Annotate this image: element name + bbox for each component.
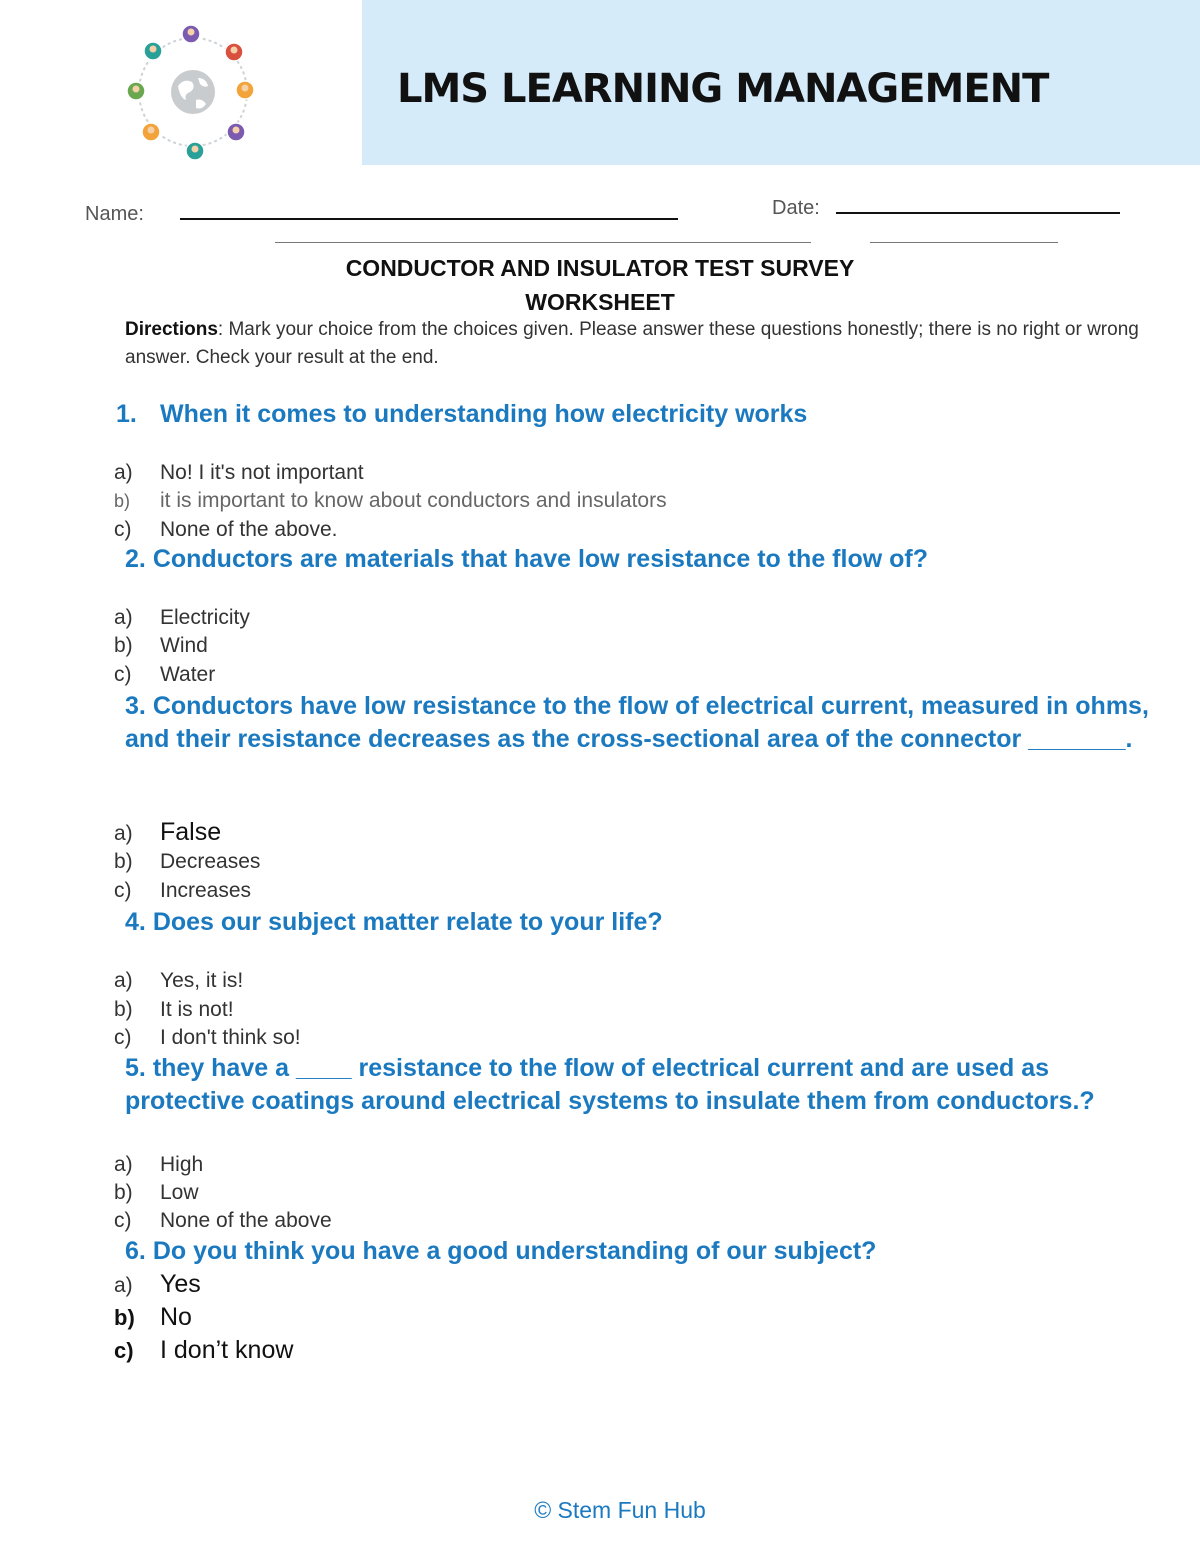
directions-label: Directions [125, 319, 218, 340]
option-text: None of the above. [160, 518, 338, 541]
option-text: False [160, 818, 222, 846]
brand-title: LMS LEARNING MANAGEMENT [397, 66, 1049, 112]
question-number: 2. [125, 545, 146, 573]
question-text: Do you think you have a good understanding of our subject? [152, 1237, 877, 1265]
option-letter: a) [114, 1274, 133, 1297]
option-letter: c) [114, 1209, 132, 1232]
option-3b[interactable] [114, 848, 260, 876]
divider-line [870, 242, 1058, 243]
option-text: High [160, 1153, 204, 1176]
option-2a[interactable] [114, 604, 250, 632]
question-number: 1. [116, 400, 137, 428]
question-text: Does our subject matter relate to your life? [152, 908, 663, 936]
option-letter: c) [114, 1338, 134, 1363]
option-letter: c) [114, 1026, 132, 1049]
name-field[interactable] [180, 218, 678, 220]
worksheet-subtitle: WORKSHEET [525, 289, 675, 315]
option-letter: b) [114, 1181, 133, 1204]
option-letter: a) [114, 822, 133, 845]
option-text: It is not! [160, 998, 234, 1021]
option-5c[interactable] [114, 1207, 332, 1235]
option-letter: b) [114, 634, 133, 657]
option-1a[interactable] [114, 459, 364, 487]
option-text: it is important to know about conductors and insulators [160, 489, 667, 512]
option-letter: b) [114, 491, 131, 511]
option-text: I don't think so! [160, 1026, 301, 1049]
option-letter: c) [114, 663, 132, 686]
option-3a[interactable] [114, 818, 221, 848]
question-number: 5. [125, 1054, 146, 1082]
directions-text: : Mark your choice from the choices given. Please answer these questions honestly; there is no right or wrong answer. Check your result at the end. [125, 319, 1139, 368]
name-label: Name: [85, 203, 144, 225]
option-text: Electricity [160, 606, 250, 629]
option-6a[interactable] [114, 1270, 201, 1300]
question-text: they have a ____ resistance to the flow of electrical current and are used as protective coatings around electrical systems to insulate them from conductors.? [125, 1054, 1095, 1115]
option-4a[interactable] [114, 967, 243, 995]
question-number: 4. [125, 908, 146, 936]
question-text: Conductors have low resistance to the flow of electrical current, measured in ohms, and their resistance decreases as the cross-sectional area of the connector _______. [125, 692, 1149, 753]
option-2c[interactable] [114, 661, 215, 689]
option-letter: a) [114, 1153, 133, 1176]
question-number: 6. [125, 1237, 146, 1265]
option-letter: c) [114, 518, 132, 541]
question-text: Conductors are materials that have low resistance to the flow of? [152, 545, 928, 573]
option-letter: b) [114, 850, 133, 873]
footer-copyright: © Stem Fun Hub [534, 1497, 706, 1523]
question-number: 3. [125, 692, 146, 720]
option-text: No [160, 1303, 192, 1331]
option-letter: c) [114, 879, 132, 902]
option-text: Water [160, 663, 216, 686]
question-6 [125, 1235, 1155, 1268]
option-1b[interactable] [114, 487, 667, 515]
question-2 [125, 543, 1155, 576]
option-text: Yes [160, 1270, 201, 1298]
option-letter: a) [114, 969, 133, 992]
globe-people-circle-icon [118, 20, 268, 170]
option-6c[interactable] [114, 1336, 293, 1365]
option-text: I don’t know [160, 1336, 294, 1364]
option-text: Low [160, 1181, 199, 1204]
question-1 [116, 398, 1146, 431]
option-2b[interactable] [114, 632, 208, 660]
option-letter: a) [114, 606, 133, 629]
option-text: Wind [160, 634, 208, 657]
option-text: None of the above [160, 1209, 332, 1232]
option-4b[interactable] [114, 996, 234, 1024]
divider-line [275, 242, 811, 243]
option-letter: b) [114, 998, 133, 1021]
option-3c[interactable] [114, 877, 251, 905]
date-label: Date: [772, 197, 820, 219]
worksheet-title: CONDUCTOR AND INSULATOR TEST SURVEY [345, 255, 855, 281]
option-5b[interactable] [114, 1179, 199, 1207]
question-4 [125, 906, 1155, 939]
option-letter: b) [114, 1305, 135, 1330]
option-text: Decreases [160, 850, 261, 873]
option-text: Increases [160, 879, 252, 902]
option-6b[interactable] [114, 1303, 192, 1332]
option-letter: a) [114, 461, 133, 484]
date-field[interactable] [836, 212, 1120, 214]
question-5 [125, 1052, 1155, 1118]
option-1c[interactable] [114, 516, 337, 544]
option-4c[interactable] [114, 1024, 301, 1052]
question-3 [125, 690, 1155, 756]
option-text: No! I it's not important [160, 461, 364, 484]
option-text: Yes, it is! [160, 969, 244, 992]
question-text: When it comes to understanding how electricity works [160, 400, 808, 428]
directions [125, 316, 1145, 372]
option-5a[interactable] [114, 1151, 203, 1179]
